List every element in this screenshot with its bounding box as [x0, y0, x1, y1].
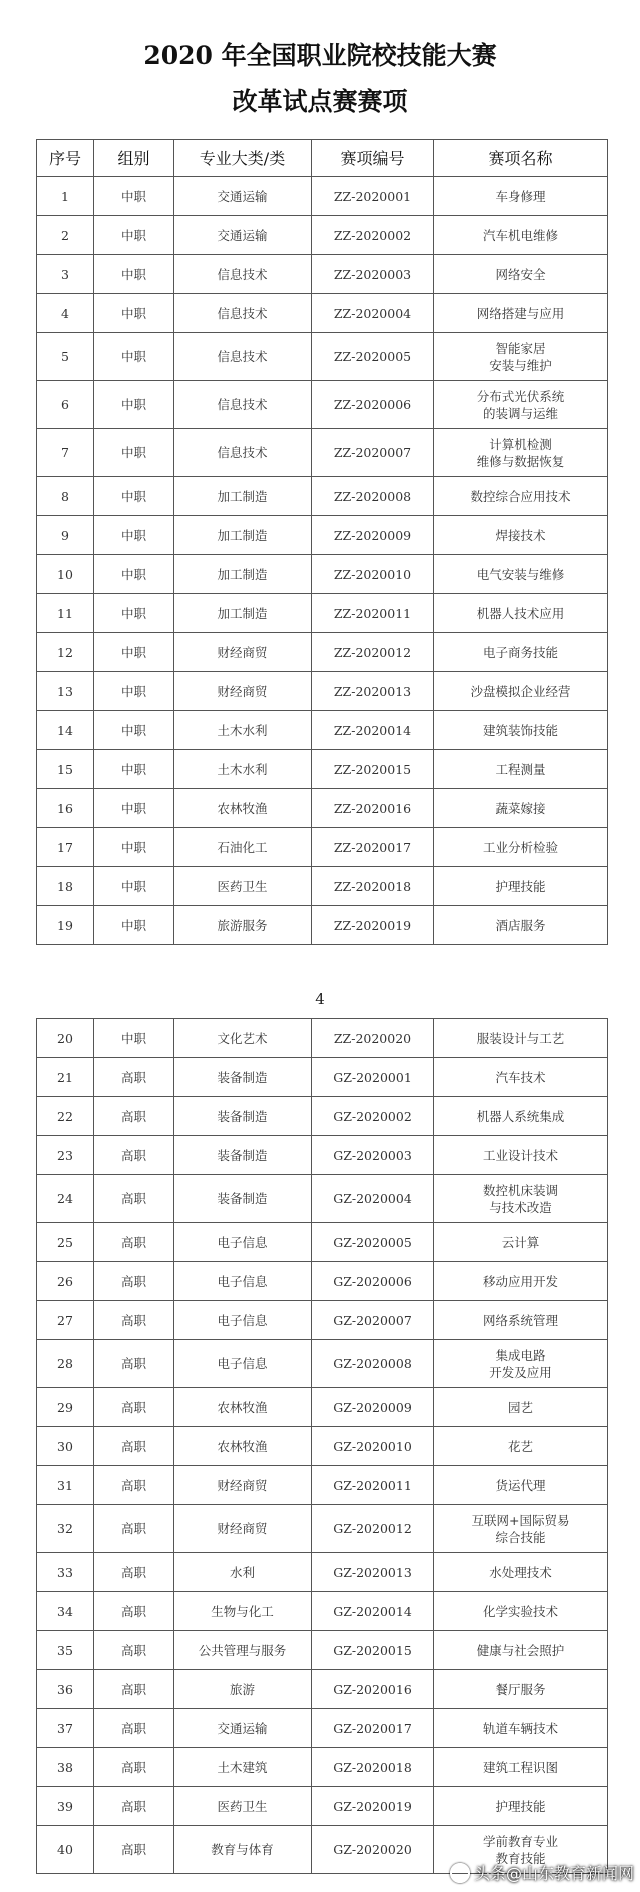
cell-code: ZZ-2020002 [312, 216, 434, 255]
cell-index: 4 [37, 294, 94, 333]
cell-code: GZ-2020019 [312, 1787, 434, 1826]
cell-code: GZ-2020013 [312, 1553, 434, 1592]
cell-group: 中职 [94, 867, 174, 906]
cell-group: 高职 [94, 1631, 174, 1670]
cell-event-name: 机器人系统集成 [434, 1097, 608, 1136]
table-row [37, 255, 608, 294]
cell-code: GZ-2020002 [312, 1097, 434, 1136]
cell-code: ZZ-2020010 [312, 555, 434, 594]
cell-group: 高职 [94, 1709, 174, 1748]
cell-category: 财经商贸 [174, 1466, 312, 1505]
cell-event-name: 健康与社会照护 [434, 1631, 608, 1670]
cell-event-name: 汽车机电维修 [434, 216, 608, 255]
table-row [37, 1262, 608, 1301]
cell-category: 农林牧渔 [174, 789, 312, 828]
cell-event-name: 服装设计与工艺 [434, 1019, 608, 1058]
table-row [37, 1466, 608, 1505]
table-row [37, 1019, 608, 1058]
cell-category: 装备制造 [174, 1097, 312, 1136]
cell-category: 公共管理与服务 [174, 1631, 312, 1670]
header-code: 赛项编号 [312, 140, 434, 177]
cell-index: 8 [37, 477, 94, 516]
cell-event-name: 餐厅服务 [434, 1670, 608, 1709]
cell-category: 电子信息 [174, 1340, 312, 1388]
cell-group: 高职 [94, 1748, 174, 1787]
table-row [37, 1427, 608, 1466]
cell-event-name: 建筑装饰技能 [434, 711, 608, 750]
table-row [37, 477, 608, 516]
cell-event-name: 货运代理 [434, 1466, 608, 1505]
table-row [37, 294, 608, 333]
cell-group: 高职 [94, 1340, 174, 1388]
header-category: 专业大类/类 [174, 140, 312, 177]
cell-event-name: 水处理技术 [434, 1553, 608, 1592]
cell-event-name: 网络安全 [434, 255, 608, 294]
cell-category: 财经商贸 [174, 1505, 312, 1553]
cell-index: 19 [37, 906, 94, 945]
table-row [37, 828, 608, 867]
table-row [37, 1553, 608, 1592]
cell-code: GZ-2020009 [312, 1388, 434, 1427]
cell-category: 土木水利 [174, 750, 312, 789]
cell-group: 高职 [94, 1466, 174, 1505]
cell-group: 高职 [94, 1301, 174, 1340]
cell-index: 33 [37, 1553, 94, 1592]
cell-group: 高职 [94, 1136, 174, 1175]
cell-code: GZ-2020005 [312, 1223, 434, 1262]
cell-group: 中职 [94, 381, 174, 429]
cell-event-name: 电子商务技能 [434, 633, 608, 672]
cell-event-name: 集成电路 开发及应用 [434, 1340, 608, 1388]
cell-category: 医药卫生 [174, 1787, 312, 1826]
cell-category: 装备制造 [174, 1058, 312, 1097]
cell-code: ZZ-2020011 [312, 594, 434, 633]
cell-index: 24 [37, 1175, 94, 1223]
cell-category: 教育与体育 [174, 1826, 312, 1874]
cell-index: 26 [37, 1262, 94, 1301]
cell-event-name: 护理技能 [434, 867, 608, 906]
cell-index: 22 [37, 1097, 94, 1136]
cell-event-name: 焊接技术 [434, 516, 608, 555]
cell-code: ZZ-2020009 [312, 516, 434, 555]
document-title-line1: 2020 年全国职业院校技能大赛 [143, 41, 497, 70]
cell-category: 财经商贸 [174, 633, 312, 672]
cell-index: 9 [37, 516, 94, 555]
cell-category: 交通运输 [174, 1709, 312, 1748]
cell-index: 21 [37, 1058, 94, 1097]
cell-category: 交通运输 [174, 216, 312, 255]
cell-event-name: 工业设计技术 [434, 1136, 608, 1175]
cell-code: ZZ-2020003 [312, 255, 434, 294]
table-row [37, 1175, 608, 1223]
cell-code: ZZ-2020014 [312, 711, 434, 750]
cell-index: 13 [37, 672, 94, 711]
table-row [37, 1505, 608, 1553]
cell-event-name: 智能家居 安装与维护 [434, 333, 608, 381]
cell-event-name: 汽车技术 [434, 1058, 608, 1097]
table-header-row [37, 140, 608, 177]
cell-index: 34 [37, 1592, 94, 1631]
table-row [37, 1301, 608, 1340]
cell-group: 高职 [94, 1388, 174, 1427]
table-row [37, 594, 608, 633]
cell-index: 2 [37, 216, 94, 255]
table-row [37, 789, 608, 828]
cell-index: 10 [37, 555, 94, 594]
cell-event-name: 分布式光伏系统 的装调与运维 [434, 381, 608, 429]
cell-index: 38 [37, 1748, 94, 1787]
source-watermark [450, 1861, 634, 1884]
cell-code: GZ-2020020 [312, 1826, 434, 1874]
cell-group: 中职 [94, 1019, 174, 1058]
cell-category: 生物与化工 [174, 1592, 312, 1631]
cell-event-name: 工程测量 [434, 750, 608, 789]
cell-group: 中职 [94, 333, 174, 381]
cell-index: 14 [37, 711, 94, 750]
cell-code: GZ-2020017 [312, 1709, 434, 1748]
table-row [37, 1748, 608, 1787]
cell-code: GZ-2020014 [312, 1592, 434, 1631]
cell-event-name: 沙盘模拟企业经营 [434, 672, 608, 711]
cell-category: 石油化工 [174, 828, 312, 867]
cell-category: 电子信息 [174, 1301, 312, 1340]
cell-group: 高职 [94, 1223, 174, 1262]
watermark-text: 头条@山东教育新闻网 [473, 1864, 634, 1883]
cell-code: GZ-2020015 [312, 1631, 434, 1670]
cell-category: 旅游 [174, 1670, 312, 1709]
cell-group: 中职 [94, 750, 174, 789]
cell-category: 交通运输 [174, 177, 312, 216]
cell-index: 35 [37, 1631, 94, 1670]
cell-category: 信息技术 [174, 255, 312, 294]
cell-index: 32 [37, 1505, 94, 1553]
cell-category: 装备制造 [174, 1175, 312, 1223]
cell-category: 旅游服务 [174, 906, 312, 945]
cell-event-name: 学前教育专业 教育技能 [434, 1826, 608, 1874]
cell-index: 16 [37, 789, 94, 828]
table-row [37, 1136, 608, 1175]
cell-event-name: 数控综合应用技术 [434, 477, 608, 516]
cell-event-name: 花艺 [434, 1427, 608, 1466]
cell-group: 中职 [94, 429, 174, 477]
cell-index: 17 [37, 828, 94, 867]
cell-group: 高职 [94, 1262, 174, 1301]
cell-event-name: 蔬菜嫁接 [434, 789, 608, 828]
cell-event-name: 化学实验技术 [434, 1592, 608, 1631]
table-row [37, 750, 608, 789]
cell-category: 电子信息 [174, 1223, 312, 1262]
table-row [37, 1097, 608, 1136]
cell-index: 31 [37, 1466, 94, 1505]
cell-code: GZ-2020011 [312, 1466, 434, 1505]
cell-group: 中职 [94, 594, 174, 633]
cell-index: 1 [37, 177, 94, 216]
cell-index: 7 [37, 429, 94, 477]
cell-category: 土木水利 [174, 711, 312, 750]
cell-group: 中职 [94, 555, 174, 594]
cell-code: ZZ-2020013 [312, 672, 434, 711]
table-row [37, 216, 608, 255]
cell-index: 20 [37, 1019, 94, 1058]
cell-category: 信息技术 [174, 429, 312, 477]
cell-category: 加工制造 [174, 477, 312, 516]
cell-index: 39 [37, 1787, 94, 1826]
table-row [37, 867, 608, 906]
cell-category: 农林牧渔 [174, 1427, 312, 1466]
cell-index: 25 [37, 1223, 94, 1262]
cell-event-name: 机器人技术应用 [434, 594, 608, 633]
cell-group: 中职 [94, 789, 174, 828]
cell-index: 3 [37, 255, 94, 294]
cell-event-name: 轨道车辆技术 [434, 1709, 608, 1748]
table-row [37, 1223, 608, 1262]
cell-index: 29 [37, 1388, 94, 1427]
cell-category: 水利 [174, 1553, 312, 1592]
cell-group: 中职 [94, 906, 174, 945]
cell-category: 信息技术 [174, 333, 312, 381]
cell-group: 高职 [94, 1826, 174, 1874]
cell-group: 中职 [94, 633, 174, 672]
cell-category: 农林牧渔 [174, 1388, 312, 1427]
cell-event-name: 计算机检测 维修与数据恢复 [434, 429, 608, 477]
cell-code: GZ-2020007 [312, 1301, 434, 1340]
table-row [37, 516, 608, 555]
cell-index: 23 [37, 1136, 94, 1175]
cell-group: 中职 [94, 294, 174, 333]
cell-code: ZZ-2020020 [312, 1019, 434, 1058]
cell-category: 医药卫生 [174, 867, 312, 906]
cell-event-name: 车身修理 [434, 177, 608, 216]
cell-code: GZ-2020001 [312, 1058, 434, 1097]
table-row [37, 381, 608, 429]
cell-index: 30 [37, 1427, 94, 1466]
cell-group: 中职 [94, 711, 174, 750]
cell-code: ZZ-2020004 [312, 294, 434, 333]
cell-group: 高职 [94, 1670, 174, 1709]
cell-group: 中职 [94, 255, 174, 294]
cell-code: ZZ-2020015 [312, 750, 434, 789]
cell-event-name: 电气安装与维修 [434, 555, 608, 594]
table-row [37, 1631, 608, 1670]
table-row [37, 906, 608, 945]
competition-table-page2 [36, 1018, 608, 1874]
table-row [37, 1670, 608, 1709]
cell-code: ZZ-2020016 [312, 789, 434, 828]
table-row [37, 555, 608, 594]
cell-group: 高职 [94, 1592, 174, 1631]
cell-code: ZZ-2020008 [312, 477, 434, 516]
cell-code: GZ-2020012 [312, 1505, 434, 1553]
cell-code: GZ-2020008 [312, 1340, 434, 1388]
cell-code: ZZ-2020005 [312, 333, 434, 381]
cell-code: ZZ-2020006 [312, 381, 434, 429]
cell-group: 高职 [94, 1058, 174, 1097]
cell-index: 12 [37, 633, 94, 672]
table-row [37, 1340, 608, 1388]
competition-table-page1 [36, 139, 608, 945]
cell-category: 电子信息 [174, 1262, 312, 1301]
cell-category: 信息技术 [174, 381, 312, 429]
table-row [37, 429, 608, 477]
cell-code: ZZ-2020018 [312, 867, 434, 906]
cell-index: 27 [37, 1301, 94, 1340]
table-row [37, 1388, 608, 1427]
table-row [37, 177, 608, 216]
cell-group: 高职 [94, 1787, 174, 1826]
table-row [37, 333, 608, 381]
cell-code: ZZ-2020007 [312, 429, 434, 477]
cell-category: 文化艺术 [174, 1019, 312, 1058]
cell-group: 中职 [94, 828, 174, 867]
cell-index: 15 [37, 750, 94, 789]
cell-index: 6 [37, 381, 94, 429]
cell-group: 中职 [94, 177, 174, 216]
cell-category: 土木建筑 [174, 1748, 312, 1787]
table-row [37, 1058, 608, 1097]
cell-index: 40 [37, 1826, 94, 1874]
table-row [37, 672, 608, 711]
table-row [37, 633, 608, 672]
cell-category: 财经商贸 [174, 672, 312, 711]
cell-code: ZZ-2020012 [312, 633, 434, 672]
cell-event-name: 网络系统管理 [434, 1301, 608, 1340]
cell-code: GZ-2020016 [312, 1670, 434, 1709]
cell-event-name: 数控机床装调 与技术改造 [434, 1175, 608, 1223]
cell-group: 高职 [94, 1097, 174, 1136]
cell-event-name: 建筑工程识图 [434, 1748, 608, 1787]
cell-index: 11 [37, 594, 94, 633]
cell-event-name: 互联网+国际贸易 综合技能 [434, 1505, 608, 1553]
cell-code: GZ-2020018 [312, 1748, 434, 1787]
cell-event-name: 护理技能 [434, 1787, 608, 1826]
cell-code: ZZ-2020017 [312, 828, 434, 867]
table-row [37, 711, 608, 750]
cell-code: GZ-2020003 [312, 1136, 434, 1175]
header-group: 组别 [94, 140, 174, 177]
header-index: 序号 [37, 140, 94, 177]
cell-category: 加工制造 [174, 594, 312, 633]
cell-event-name: 工业分析检验 [434, 828, 608, 867]
table-row [37, 1592, 608, 1631]
cell-category: 加工制造 [174, 516, 312, 555]
cell-event-name: 酒店服务 [434, 906, 608, 945]
cell-group: 高职 [94, 1175, 174, 1223]
cell-group: 中职 [94, 516, 174, 555]
cell-index: 5 [37, 333, 94, 381]
cell-event-name: 园艺 [434, 1388, 608, 1427]
cell-code: ZZ-2020001 [312, 177, 434, 216]
cell-event-name: 移动应用开发 [434, 1262, 608, 1301]
document-title-line2: 改革试点赛赛项 [232, 87, 408, 116]
cell-index: 37 [37, 1709, 94, 1748]
cell-category: 信息技术 [174, 294, 312, 333]
cell-code: ZZ-2020019 [312, 906, 434, 945]
cell-event-name: 云计算 [434, 1223, 608, 1262]
cell-category: 加工制造 [174, 555, 312, 594]
cell-index: 28 [37, 1340, 94, 1388]
cell-code: GZ-2020010 [312, 1427, 434, 1466]
page-number: 4 [315, 990, 325, 1008]
cell-category: 装备制造 [174, 1136, 312, 1175]
table-row [37, 1709, 608, 1748]
cell-group: 高职 [94, 1427, 174, 1466]
header-event-name: 赛项名称 [434, 140, 608, 177]
cell-code: GZ-2020004 [312, 1175, 434, 1223]
cell-group: 高职 [94, 1553, 174, 1592]
cell-group: 中职 [94, 672, 174, 711]
cell-code: GZ-2020006 [312, 1262, 434, 1301]
cell-index: 36 [37, 1670, 94, 1709]
cell-group: 高职 [94, 1505, 174, 1553]
cell-index: 18 [37, 867, 94, 906]
table-row [37, 1787, 608, 1826]
watermark-logo-icon [450, 1863, 470, 1883]
cell-event-name: 网络搭建与应用 [434, 294, 608, 333]
cell-group: 中职 [94, 216, 174, 255]
cell-group: 中职 [94, 477, 174, 516]
